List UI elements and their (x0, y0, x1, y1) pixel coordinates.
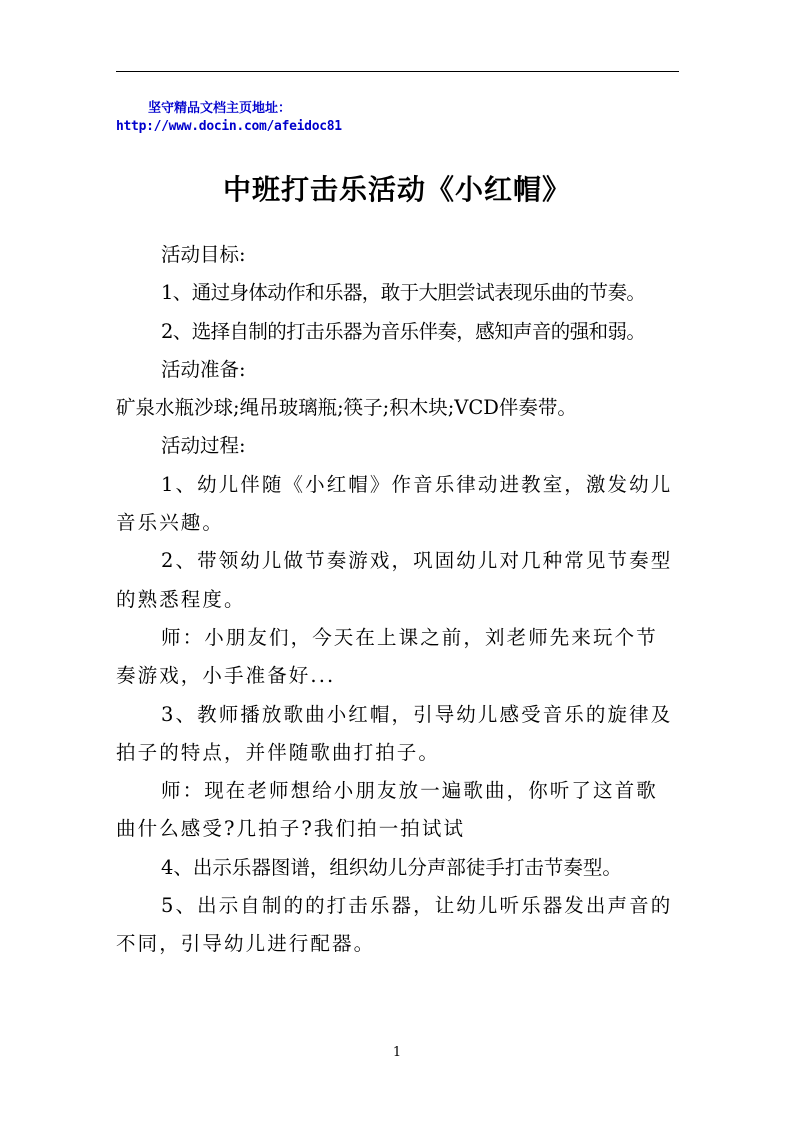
paragraph: 1、通过身体动作和乐器，敢于大胆尝试表现乐曲的节奏。 (161, 281, 646, 305)
homepage-label: 坚守精品文档主页地址： (148, 101, 292, 116)
section-heading-preparation: 活动准备: (161, 357, 246, 381)
paragraph: 2、带领幼儿做节奏游戏，巩固幼儿对几种常见节奏型的熟悉程度。 (116, 549, 673, 611)
section-heading-process: 活动过程: (161, 434, 246, 458)
document-title: 中班打击乐活动《小红帽》 (222, 173, 571, 206)
header-rule (116, 71, 679, 72)
section-heading-goals: 活动目标: (161, 243, 246, 266)
document-body (116, 236, 679, 964)
paragraph: 矿泉水瓶沙球;绳吊玻璃瓶;筷子;积木块;VCD伴奏带。 (116, 396, 577, 420)
page-number: 1 (392, 1045, 402, 1060)
paragraph: 师：小朋友们，今天在上课之前，刘老师先来玩个节奏游戏，小手准备好... (116, 625, 658, 688)
paragraph: 4、出示乐器图谱，组织幼儿分声部徒手打击节奏型。 (161, 855, 622, 879)
homepage-link[interactable]: http://www.docin.com/afeidoc81 (116, 119, 342, 134)
paragraph: 1、幼儿伴随《小红帽》作音乐律动进教室，激发幼儿音乐兴趣。 (116, 472, 673, 535)
paragraph: 5、出示自制的的打击乐器，让幼儿听乐器发出声音的不同，引导幼儿进行配器。 (116, 894, 673, 956)
paragraph: 师：现在老师想给小朋友放一遍歌曲，你听了这首歌曲什么感受?几拍子?我们拍一拍试试 (116, 779, 658, 841)
paragraph: 2、选择自制的打击乐器为音乐伴奏，感知声音的强和弱。 (161, 319, 646, 343)
paragraph: 3、教师播放歌曲小红帽，引导幼儿感受音乐的旋律及拍子的特点，并伴随歌曲打拍子。 (116, 702, 673, 764)
